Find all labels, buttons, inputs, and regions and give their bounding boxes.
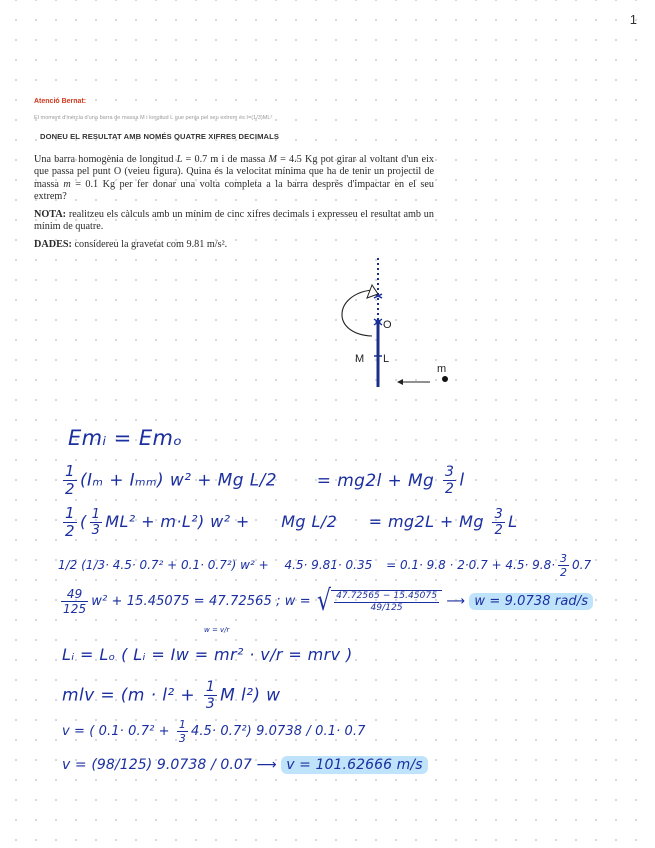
instruction-banner: DONEU EL RESULTAT AMB NOMÉS QUATRE XIFRES DECIMALS [40,132,280,141]
hw-line8-a: v = ( 0.1· 0.7² + [62,724,170,739]
hw-frac-half: $\frac{1}{2}$ [65,462,75,498]
hw-annotation-omega: w = v/r [204,626,230,634]
hw-line4-b: 4.5· 9.81· 0.35 [284,558,373,572]
hw-line5-a: w² + 15.45075 = 47.72565 ; w = [91,594,311,609]
page-number: 1 [629,12,637,27]
velocity-result: v = 101.62666 m/s [281,756,427,774]
projectile-arrowhead [397,379,403,385]
problem-text-3: = 4.5 Kg pot girar al voltant d'un eix que passa pel punt O (veieu figura). Quina és la velocitat mínima que ha de tenir un projectil de massa [34,154,434,190]
hw-line-energy-symbolic [60,464,464,497]
note-paragraph [34,209,434,234]
hw-frac-three-halves-2: $\frac{3}{2}$ [494,507,504,538]
hw-line9-a: v = (98/125) 9.0738 / 0.07 ⟶ [62,757,277,773]
hw-line3-b: Mg L/2 [281,512,338,531]
length-label: L [383,353,390,365]
note-text: realitzeu els càlculs amb un mínim de cinc xifres decimals i expresseu el resultat amb un mínim de quatre. [34,209,434,233]
pendulum-figure [320,250,470,420]
problem-text-1: Una barra homogènia de longitud [34,154,174,165]
hw-frac-49-125: $\frac{49}{125}$ [63,587,87,616]
hw-line-solve-omega [58,585,593,618]
hw-line2-b: = mg2l + Mg [316,470,435,491]
hw-line3-c-tail: L [508,512,518,531]
hw-line8-b: 4.5· 0.7²) 9.0738 / 0.1· 0.7 [190,724,366,739]
data-label: DADES: [34,239,72,250]
hw-arrow: ⟶ [446,594,466,609]
hw-frac-half-2: $\frac{1}{2}$ [65,504,75,540]
problem-text-2: = 0.7 m i de massa [182,154,269,165]
hw-line-velocity-expression [62,719,366,744]
hw-line3-a: ML² + m·L²) w² + [105,512,250,531]
hw-line2-b-tail: l [459,470,465,491]
hw-line4-c: = 0.1· 9.8 · 2·0.7 + 4.5· 9.8· [386,558,556,572]
pivot-label: O [383,319,392,331]
hw-line-momentum-balance [62,680,280,711]
hw-frac-third: $\frac{1}{3}$ [91,507,101,538]
projectile [442,376,448,382]
hw-line4-a: 1/2 (1/3· 4.5· 0.7² + 0.1· 0.7²) w² + [58,558,269,572]
hw-frac-three-halves-3: $\frac{3}{2}$ [560,552,568,579]
symbol-m: m [63,178,71,190]
hw-sqrt: √ $\frac{47.72565 - 15.45075}{49/125}$ [317,589,442,614]
hw-frac-third-3: $\frac{1}{3}$ [178,718,186,745]
hw-sqrt-fraction: $\frac{47.72565 - 15.45075}{49/125}$ [336,591,438,613]
hw-line7-a: mlv = (m · l² + [62,685,195,706]
note-label: NOTA: [34,209,67,220]
hw-line3-c: = mg2L + Mg [368,512,484,531]
hw-line-angular-momentum: Lᵢ = Lₒ ( Lᵢ = Iw = mr² · v/r = mrv ) [62,645,353,664]
data-text: considereu la gravetat com 9.81 m/s². [71,239,228,250]
hw-line-numeric-substitution [58,553,591,578]
hw-line7-b: M l²) w [220,685,281,706]
hw-line-velocity-result [62,757,428,773]
problem-text-4: = 0.1 Kg per fer donar una volta completa a la barra després d'impactar en el seu extrem? [34,178,434,203]
hw-frac-three-halves: $\frac{3}{2}$ [445,464,455,497]
symbol-M: M [268,154,277,165]
symbol-L: L [176,154,183,165]
omega-result: w = 9.0738 rad/s [469,593,593,610]
hw-line4-c-tail: 0.7 [572,558,592,572]
problem-statement [34,154,434,204]
hw-line-energy-conservation: Emᵢ = Emₒ [68,426,183,450]
hw-line-moment-inertia: $\frac{1}{2}$ ( $\frac{1}{3}$ ML² + m·L²) w² + Mg L/2 = mg2L + Mg $\frac{3}{2}$ L [65,504,518,540]
warning-title: Atenció Bernat: [34,98,87,105]
projectile-label: m [437,363,447,375]
hw-line2-a: (Iₘ + Iₘₘ) w² + Mg L/2 [79,470,277,491]
warning-text: El moment d'inèrcia d'una barra de massa M i longitud L que penja pel seu extrem és I=(1/3)ML² [34,115,273,121]
mass-label: M [355,353,365,365]
hw-frac-third-2: $\frac{1}{3}$ [205,679,216,712]
